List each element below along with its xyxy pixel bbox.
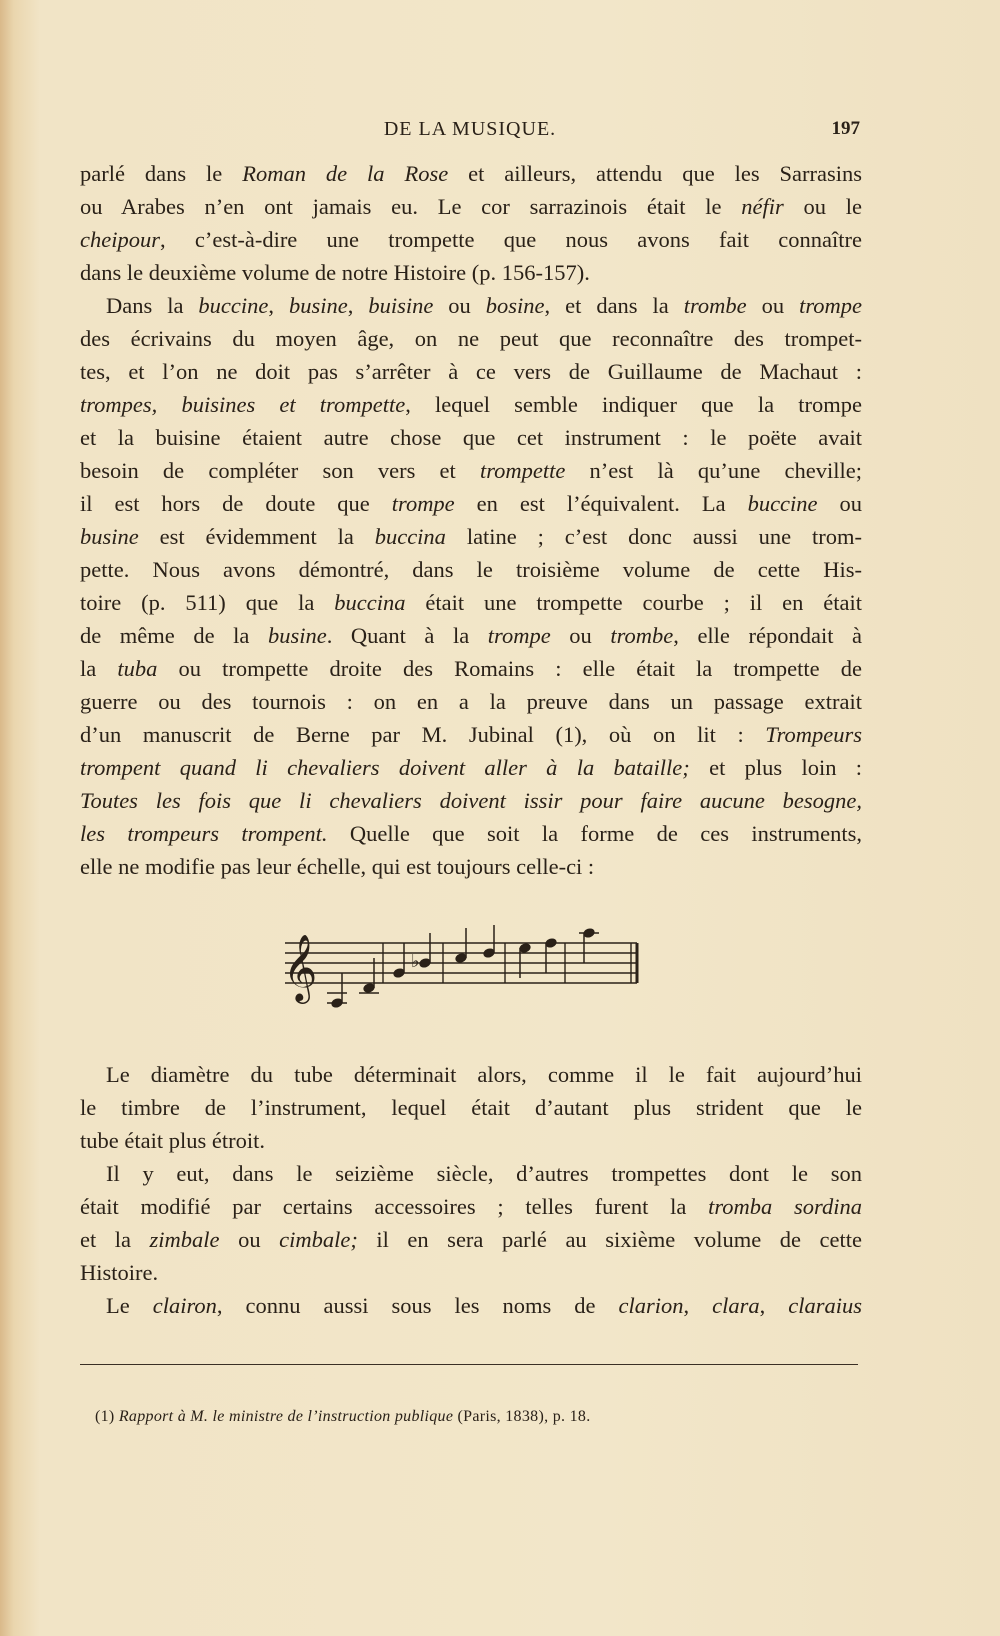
- text-line: d’un manuscrit de Berne par M. Jubinal (1), où on lit : Trompeurs: [80, 722, 862, 747]
- text-line: et la zimbale ou cimbale; il en sera parlé au sixième volume de cette: [80, 1227, 862, 1252]
- text-line: Dans la buccine, busine, buisine ou bosine, et dans la trombe ou trompe: [106, 293, 863, 318]
- text-line: les trompeurs trompent. Quelle que soit la forme de ces instruments,: [80, 821, 862, 846]
- footnote-marker: (1): [95, 1408, 119, 1425]
- text-line: la tuba ou trompette droite des Romains : elle était la trompette de: [80, 656, 862, 681]
- paragraph-1: [80, 157, 862, 289]
- footnote: [95, 1408, 855, 1426]
- paragraph-3: [80, 1058, 862, 1157]
- text-line: le timbre de l’instrument, lequel était d’autant plus strident que le: [80, 1095, 862, 1120]
- main-text-continued: [80, 1058, 862, 1322]
- text-line: trompent quand li chevaliers doivent aller à la bataille; et plus loin :: [80, 755, 862, 780]
- text-line: tes, et l’on ne doit pas s’arrêter à ce vers de Guillaume de Machaut :: [80, 359, 862, 384]
- text-line: Histoire.: [80, 1260, 159, 1285]
- music-notation-scale: [275, 925, 655, 1025]
- main-text: [80, 157, 862, 883]
- text-line: busine est évidemment la buccina latine ; c’est donc aussi une trom-: [80, 524, 862, 549]
- footnote-title: Rapport à M. le ministre de l’instruction publique: [118, 1408, 454, 1425]
- page-number: 197: [831, 118, 860, 139]
- text-line: des écrivains du moyen âge, on ne peut que reconnaître des trompet-: [80, 326, 862, 351]
- text-line: dans le deuxième volume de notre Histoire (p. 156-157).: [80, 260, 590, 285]
- text-line: de même de la busine. Quant à la trompe ou trombe, elle répondait à: [80, 623, 862, 648]
- text-line: guerre ou des tournois : on en a la preuve dans un passage extrait: [80, 689, 862, 714]
- text-line: Le clairon, connu aussi sous les noms de clarion, clara, claraius: [106, 1293, 863, 1318]
- paragraph-5: [80, 1289, 862, 1322]
- text-line: ou Arabes n’en ont jamais eu. Le cor sarrazinois était le néfir ou le: [80, 194, 862, 219]
- paragraph-4: [80, 1157, 862, 1289]
- text-line: tube était plus étroit.: [80, 1128, 265, 1153]
- text-line: cheipour, c’est-à-dire une trompette que nous avons fait connaître: [80, 227, 862, 252]
- text-line: Le diamètre du tube déterminait alors, comme il le fait aujourd’hui: [106, 1062, 862, 1087]
- text-line: Il y eut, dans le seizième siècle, d’autres trompettes dont le son: [106, 1161, 862, 1186]
- page-header: [80, 118, 860, 148]
- text-line: et la buisine étaient autre chose que cet instrument : le poëte avait: [80, 425, 862, 450]
- text-line: toire (p. 511) que la buccina était une trompette courbe ; il en était: [80, 590, 862, 615]
- text-line: elle ne modifie pas leur échelle, qui est toujours celle-ci :: [80, 854, 595, 879]
- text-line: pette. Nous avons démontré, dans le troisième volume de cette His-: [80, 557, 862, 582]
- text-line: Toutes les fois que li chevaliers doivent issir pour faire aucune besogne,: [80, 788, 862, 813]
- paragraph-2: [80, 289, 862, 883]
- text-line: parlé dans le Roman de la Rose et ailleurs, attendu que les Sarrasins: [80, 161, 863, 186]
- text-line: besoin de compléter son vers et trompette n’est là qu’une cheville;: [80, 458, 862, 483]
- text-line: il est hors de doute que trompe en est l’équivalent. La buccine ou: [80, 491, 862, 516]
- footnote-divider: [80, 1364, 858, 1365]
- running-title: DE LA MUSIQUE.: [383, 118, 557, 140]
- treble-clef-icon: 𝄞: [283, 933, 318, 1001]
- footnote-details: (Paris, 1838), p. 18.: [453, 1408, 591, 1425]
- text-line: était modifié par certains accessoires ; telles furent la tromba sordina: [80, 1194, 862, 1219]
- text-line: trompes, buisines et trompette, lequel semble indiquer que la trompe: [80, 392, 862, 417]
- flat-sign-icon: ♭: [411, 951, 420, 972]
